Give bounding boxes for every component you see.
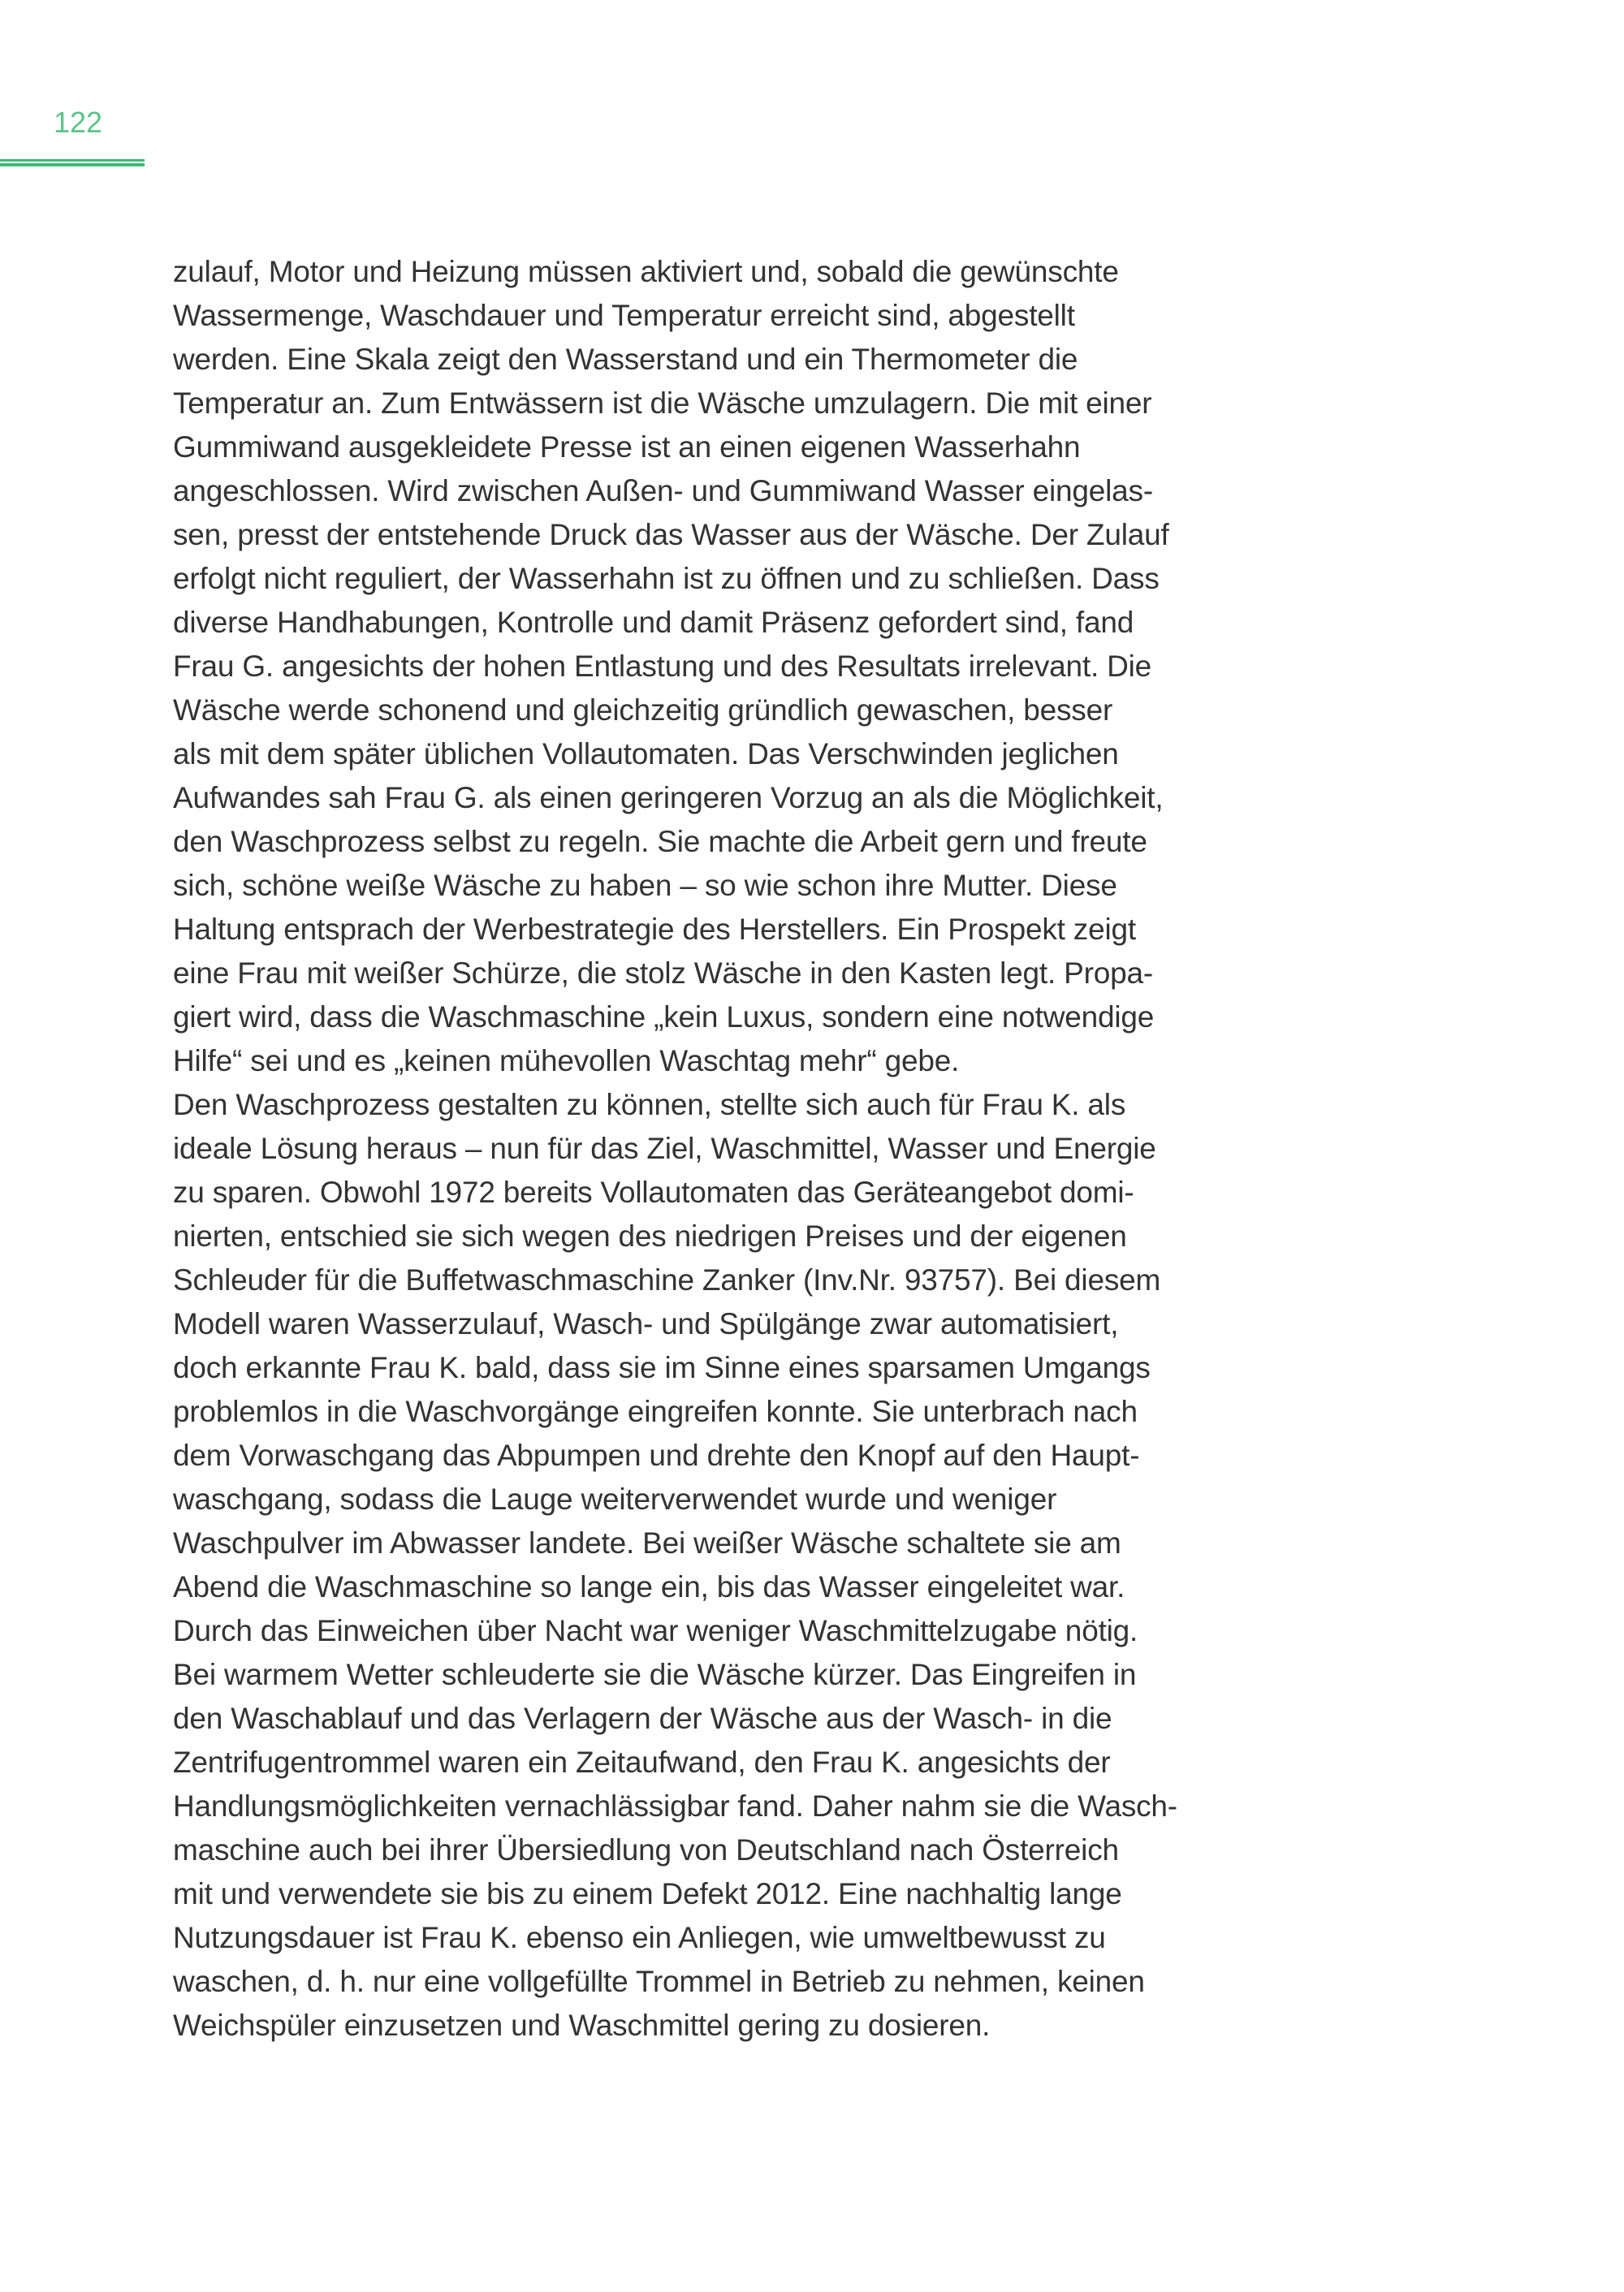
text-line: erfolgt nicht reguliert, der Wasserhahn ist zu öffnen und zu schließen. Dass <box>173 562 1160 595</box>
text-line: Abend die Waschmaschine so lange ein, bis das Wasser eingeleitet war. <box>173 1570 1125 1604</box>
text-line: Temperatur an. Zum Entwässern ist die Wäsche umzulagern. Die mit einer <box>173 386 1152 420</box>
text-line: problemlos in die Waschvorgänge eingreifen konnte. Sie unterbrach nach <box>173 1395 1138 1428</box>
text-line: Weichspüler einzusetzen und Waschmittel gering zu dosieren. <box>173 2009 991 2042</box>
text-line: zulauf, Motor und Heizung müssen aktiviert und, sobald die gewünschte <box>173 255 1119 288</box>
text-line: Zentrifugentrommel waren ein Zeitaufwand, den Frau K. angesichts der <box>173 1746 1111 1779</box>
text-line: Waschpulver im Abwasser landete. Bei weißer Wäsche schaltete sie am <box>173 1526 1121 1560</box>
text-line: Den Waschprozess gestalten zu können, stellte sich auch für Frau K. als <box>173 1088 1126 1121</box>
text-line: sen, presst der entstehende Druck das Wasser aus der Wäsche. Der Zulauf <box>173 518 1169 551</box>
text-line: als mit dem später üblichen Vollautomaten. Das Verschwinden jeglichen <box>173 737 1119 770</box>
text-line: Frau G. angesichts der hohen Entlastung und des Resultats irrelevant. Die <box>173 650 1152 683</box>
text-line: zu sparen. Obwohl 1972 bereits Vollautomaten das Geräteangebot domi- <box>173 1176 1134 1209</box>
text-line: Hilfe“ sei und es „keinen mühevollen Waschtag mehr“ gebe. <box>173 1044 960 1077</box>
text-line: Wäsche werde schonend und gleichzeitig gründlich gewaschen, besser <box>173 693 1113 727</box>
text-line: doch erkannte Frau K. bald, dass sie im Sinne eines sparsamen Umgangs <box>173 1351 1151 1384</box>
text-line: Aufwandes sah Frau G. als einen geringeren Vorzug an als die Möglichkeit, <box>173 781 1164 814</box>
text-line: Wassermenge, Waschdauer und Temperatur erreicht sind, abgestellt <box>173 299 1075 332</box>
body-text <box>173 250 1310 2048</box>
text-line: Handlungsmöglichkeiten vernachlässigbar fand. Daher nahm sie die Wasch- <box>173 1789 1177 1823</box>
text-line: maschine auch bei ihrer Übersiedlung von Deutschland nach Österreich <box>173 1833 1119 1867</box>
text-line: mit und verwendete sie bis zu einem Defekt 2012. Eine nachhaltig lange <box>173 1877 1122 1910</box>
text-line: Modell waren Wasserzulauf, Wasch- und Spülgänge zwar automatisiert, <box>173 1307 1119 1340</box>
text-line: angeschlossen. Wird zwischen Außen- und Gummiwand Wasser eingelas- <box>173 474 1153 507</box>
text-line: Gummiwand ausgekleidete Presse ist an einen eigenen Wasserhahn <box>173 430 1081 464</box>
text-line: Haltung entsprach der Werbestrategie des Herstellers. Ein Prospekt zeigt <box>173 913 1136 946</box>
text-line: ideale Lösung heraus – nun für das Ziel, Waschmittel, Wasser und Energie <box>173 1132 1156 1165</box>
text-line: diverse Handhabungen, Kontrolle und damit Präsenz gefordert sind, fand <box>173 606 1134 639</box>
header-rule <box>0 159 145 163</box>
text-line: den Waschablauf und das Verlagern der Wäsche aus der Wasch- in die <box>173 1702 1112 1735</box>
text-line: Bei warmem Wetter schleuderte sie die Wäsche kürzer. Das Eingreifen in <box>173 1658 1137 1691</box>
text-line: nierten, entschied sie sich wegen des niedrigen Preises und der eigenen <box>173 1219 1127 1253</box>
text-line: den Waschprozess selbst zu regeln. Sie machte die Arbeit gern und freute <box>173 825 1147 858</box>
text-line: werden. Eine Skala zeigt den Wasserstand und ein Thermometer die <box>173 343 1078 376</box>
page-number: 122 <box>54 106 103 139</box>
text-line: Schleuder für die Buffetwaschmaschine Zanker (Inv.Nr. 93757). Bei diesem <box>173 1263 1161 1297</box>
text-line: Durch das Einweichen über Nacht war weniger Waschmittelzugabe nötig. <box>173 1614 1138 1647</box>
text-line: waschen, d. h. nur eine vollgefüllte Trommel in Betrieb zu nehmen, keinen <box>173 1965 1145 1998</box>
text-line: eine Frau mit weißer Schürze, die stolz Wäsche in den Kasten legt. Propa- <box>173 956 1153 990</box>
text-line: Nutzungsdauer ist Frau K. ebenso ein Anliegen, wie umweltbewusst zu <box>173 1921 1106 1954</box>
text-line: giert wird, dass die Waschmaschine „kein Luxus, sondern eine notwendige <box>173 1000 1155 1034</box>
text-line: dem Vorwaschgang das Abpumpen und drehte den Knopf auf den Haupt- <box>173 1439 1140 1472</box>
text-line: sich, schöne weiße Wäsche zu haben – so wie schon ihre Mutter. Diese <box>173 869 1117 902</box>
text-line: waschgang, sodass die Lauge weiterverwendet wurde und weniger <box>173 1483 1057 1516</box>
